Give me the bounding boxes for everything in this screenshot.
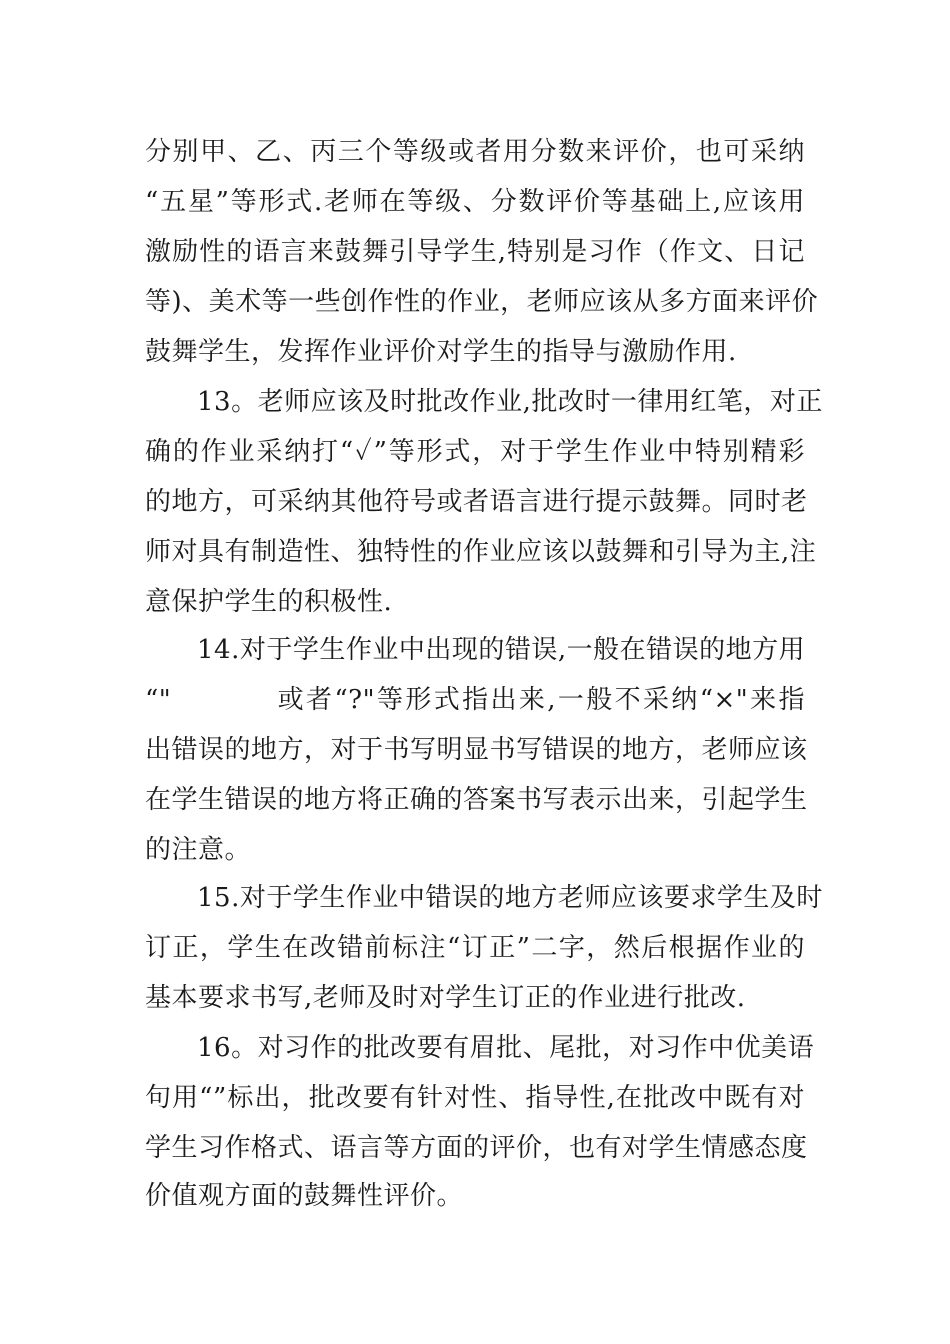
- text-line: 分别甲、乙、丙三个等级或者用分数来评价，也可采纳: [145, 137, 805, 167]
- text-line: 出错误的地方，对于书写明显书写错误的地方，老师应该: [145, 735, 808, 765]
- text-line: 意保护学生的积极性.: [145, 587, 393, 617]
- text-line: 等)、美术等一些创作性的作业，老师应该从多方面来评价: [145, 287, 819, 317]
- text-line: 学生习作格式、语言等方面的评价，也有对学生情感态度: [145, 1133, 808, 1163]
- text-line: 激励性的语言来鼓舞引导学生,特别是习作（作文、日记: [145, 237, 805, 267]
- text-line: 订正，学生在改错前标注“订正”二字，然后根据作业的: [145, 933, 805, 963]
- text-line: 的注意。: [145, 835, 252, 865]
- text-line: 价值观方面的鼓舞性评价。: [145, 1181, 464, 1211]
- paragraph-15-first-line: 15.对于学生作业中错误的地方老师应该要求学生及时: [197, 883, 823, 913]
- text-line: 鼓舞学生，发挥作业评价对学生的指导与激励作用.: [145, 337, 737, 367]
- text-line: 句用“”标出，批改要有针对性、指导性,在批改中既有对: [145, 1083, 805, 1113]
- paragraph-13-first-line: 13。老师应该及时批改作业,批改时一律用红笔，对正: [197, 387, 823, 417]
- text-line: 的地方，可采纳其他符号或者语言进行提示鼓舞。同时老: [145, 487, 808, 517]
- text-line: 基本要求书写,老师及时对学生订正的作业进行批改.: [145, 983, 746, 1013]
- text-line: 确的作业采纳打“✓”等形式，对于学生作业中特别精彩: [145, 437, 805, 467]
- text-line: 在学生错误的地方将正确的答案书写表示出来，引起学生: [145, 785, 808, 815]
- text-line: “五星”等形式.老师在等级、分数评价等基础上,应该用: [145, 187, 805, 217]
- paragraph-16-first-line: 16。对习作的批改要有眉批、尾批，对习作中优美语: [197, 1033, 815, 1063]
- text-line: 师对具有制造性、独特性的作业应该以鼓舞和引导为主,注: [145, 537, 817, 567]
- paragraph-14-first-line: 14.对于学生作业中出现的错误,一般在错误的地方用: [197, 635, 806, 665]
- text-line: “" 或者“?"等形式指出来,一般不采纳“×"来指: [145, 685, 805, 715]
